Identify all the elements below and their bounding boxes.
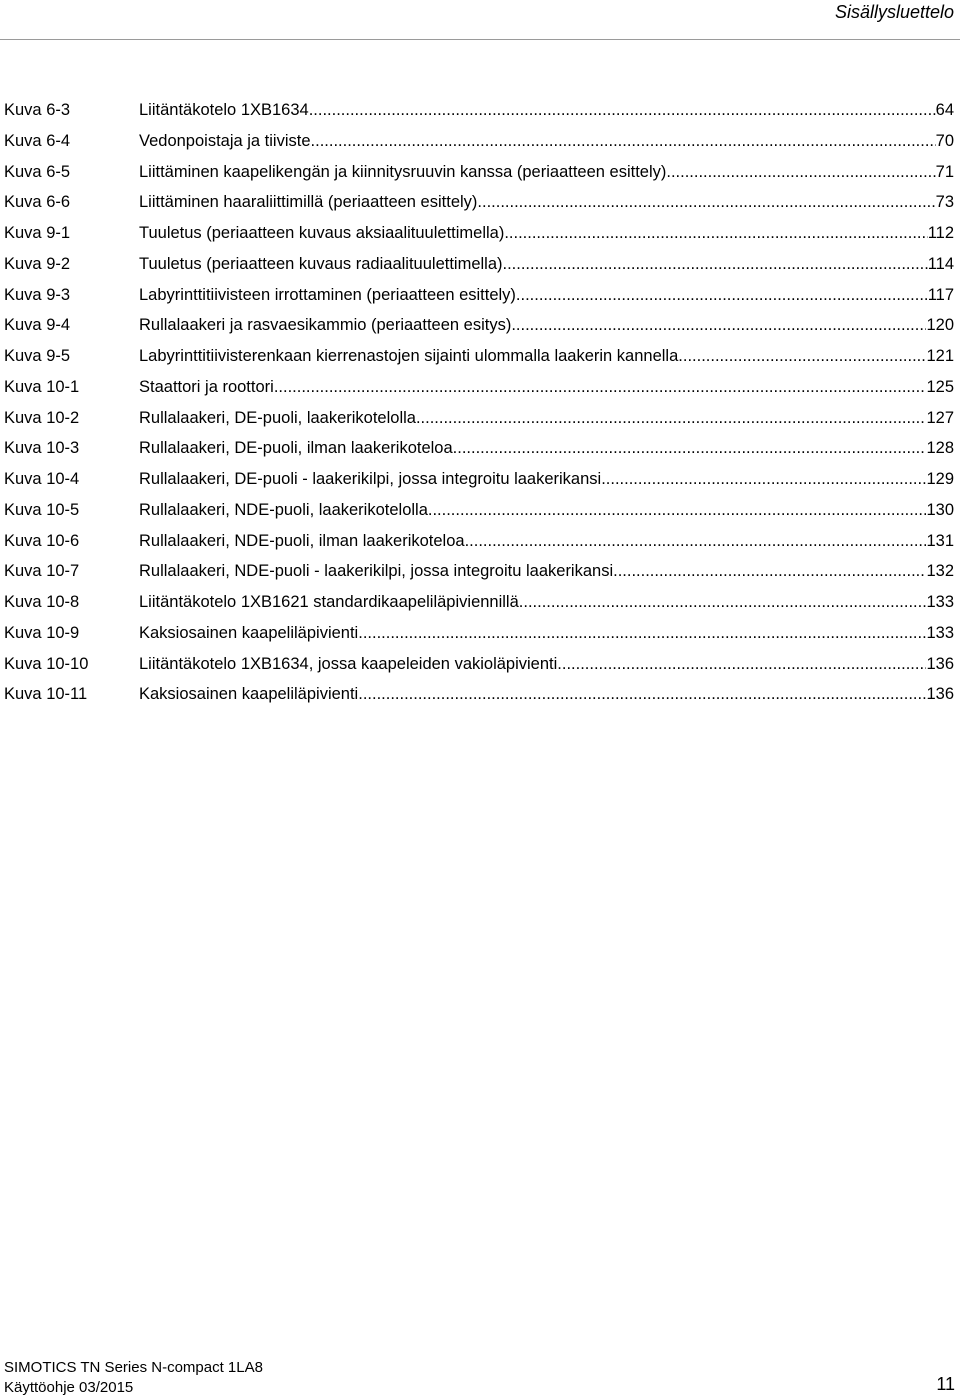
toc-entry-title: Liitäntäkotelo 1XB1634 [139,101,309,119]
table-of-figures [4,101,954,716]
page-header-title: Sisällysluettelo [834,2,954,22]
toc-dot-leader [504,224,927,243]
toc-dot-leader [358,685,926,704]
toc-entry-page: 132 [926,562,954,581]
toc-entry-title: Tuuletus (periaatteen kuvaus radiaalituulettimella) [139,254,503,273]
toc-entry-page: 71 [935,162,954,181]
toc-dot-leader [453,439,927,458]
toc-entry[interactable] [4,132,954,163]
toc-entry-title-line [139,624,954,643]
toc-entry-label: Kuva 6-3 [4,101,71,119]
toc-dot-leader [613,562,926,581]
toc-entry-label: Kuva 9-3 [4,285,71,304]
toc-dot-leader [601,470,926,489]
toc-dot-leader [465,532,927,551]
toc-entry-page: 125 [926,377,954,396]
toc-entry[interactable] [4,409,954,440]
toc-dot-leader [358,624,926,643]
toc-entry-title-line [139,439,954,458]
toc-entry[interactable] [4,685,954,716]
toc-entry-title: Liittäminen haaraliittimillä (periaatteen esittely) [139,193,478,212]
toc-entry-label: Kuva 9-2 [4,254,71,273]
toc-entry-title-line [139,224,954,243]
toc-entry-title: Labyrinttitiivisterenkaan kierrenastojen sijainti ulommalla laakerin kannella [139,347,679,365]
toc-dot-leader [511,316,926,335]
toc-entry-label: Kuva 10-4 [4,470,80,488]
toc-entry-page: 112 [927,224,954,242]
toc-dot-leader [274,378,927,397]
toc-entry-label: Kuva 10-10 [4,654,89,673]
toc-entry-label: Kuva 10-5 [4,500,80,519]
toc-entry-title-line [139,593,954,612]
toc-dot-leader [309,101,936,120]
toc-entry-label: Kuva 9-1 [4,224,71,242]
toc-entry-title: Tuuletus (periaatteen kuvaus aksiaalituulettimella) [139,224,505,242]
toc-entry[interactable] [4,532,954,563]
toc-entry-title: Staattori ja roottori [139,377,274,396]
toc-entry-title: Vedonpoistaja ja tiiviste [139,131,311,150]
toc-entry[interactable] [4,655,954,686]
toc-dot-leader [516,286,928,305]
toc-entry-label: Kuva 10-9 [4,623,80,642]
toc-entry[interactable] [4,470,954,501]
toc-entry[interactable] [4,316,954,347]
page-footer [4,1358,263,1398]
toc-entry-page: 131 [926,531,954,550]
toc-entry-label: Kuva 10-8 [4,593,80,611]
toc-dot-leader [557,655,926,674]
toc-dot-leader [311,132,936,151]
toc-entry[interactable] [4,224,954,255]
toc-entry-page: 133 [926,623,954,642]
toc-entry-title: Rullalaakeri, NDE-puoli, ilman laakerikoteloa [139,531,465,550]
footer-manual: Käyttöohje 03/2015 [4,1379,134,1396]
toc-entry-page: 117 [927,285,954,304]
toc-entry-page: 70 [935,131,954,150]
toc-entry[interactable] [4,255,954,286]
toc-entry-page: 121 [926,347,954,365]
toc-entry-page: 130 [926,500,954,519]
toc-entry-title-line [139,378,954,397]
toc-entry-page: 136 [926,685,954,704]
toc-dot-leader [503,255,928,274]
toc-entry[interactable] [4,562,954,593]
toc-entry-label: Kuva 6-4 [4,131,71,150]
toc-entry-title-line [139,163,954,182]
toc-entry-title: Rullalaakeri, DE-puoli, laakerikotelolla [139,408,416,427]
toc-entry[interactable] [4,378,954,409]
toc-entry-label: Kuva 9-5 [4,347,71,365]
toc-entry-title: Rullalaakeri, NDE-puoli - laakerikilpi, jossa integroitu laakerikansi [139,562,614,581]
toc-entry-title-line [139,501,954,520]
toc-entry-label: Kuva 10-1 [4,377,80,396]
toc-entry-title-line [139,685,954,704]
toc-entry-title: Labyrinttitiivisteen irrottaminen (periaatteen esittely) [139,285,516,304]
toc-dot-leader [678,347,926,366]
toc-dot-leader [416,409,927,428]
toc-entry-title: Liittäminen kaapelikengän ja kiinnitysruuvin kanssa (periaatteen esittely) [139,162,667,181]
toc-entry-page: 64 [935,101,954,119]
toc-entry-title-line [139,101,954,120]
toc-entry[interactable] [4,624,954,655]
toc-entry-title-line [139,286,954,305]
toc-entry[interactable] [4,163,954,194]
toc-entry-title-line [139,347,954,366]
toc-entry-title: Rullalaakeri, DE-puoli, ilman laakerikoteloa [139,439,453,458]
toc-entry-title-line [139,193,954,212]
toc-dot-leader [519,593,927,612]
toc-entry[interactable] [4,193,954,224]
toc-entry-label: Kuva 6-5 [4,162,71,181]
toc-entry-page: 129 [926,470,954,488]
toc-entry-label: Kuva 9-4 [4,316,71,335]
toc-entry-page: 73 [935,193,954,212]
toc-entry-title-line [139,562,954,581]
toc-entry-label: Kuva 10-3 [4,439,80,458]
toc-entry-label: Kuva 10-7 [4,562,80,581]
toc-entry[interactable] [4,286,954,317]
toc-entry-page: 128 [926,439,954,458]
footer-product: SIMOTICS TN Series N-compact 1LA8 [4,1359,263,1376]
toc-entry-title-line [139,409,954,428]
toc-dot-leader [477,193,935,212]
toc-dot-leader [428,501,927,520]
toc-entry-title: Rullalaakeri ja rasvaesikammio (periaatteen esitys) [139,316,512,335]
toc-entry-page: 120 [926,316,954,335]
header-divider [0,39,960,40]
toc-entry-title-line [139,470,954,489]
toc-entry-label: Kuva 10-2 [4,408,80,427]
toc-entry[interactable] [4,593,954,624]
toc-entry[interactable] [4,439,954,470]
toc-entry-page: 127 [926,408,954,427]
toc-entry-title: Liitäntäkotelo 1XB1621 standardikaapeliläpiviennillä [139,593,519,611]
toc-entry-title-line [139,255,954,274]
toc-entry[interactable] [4,101,954,132]
footer-page-number: 11 [936,1374,955,1394]
toc-entry-title: Rullalaakeri, NDE-puoli, laakerikotelolla [139,500,428,519]
toc-entry-page: 133 [926,593,954,611]
toc-entry-label: Kuva 6-6 [4,193,71,212]
toc-entry-title-line [139,132,954,151]
toc-entry-title: Kaksiosainen kaapeliläpivienti [139,623,359,642]
toc-entry[interactable] [4,501,954,532]
toc-entry-page: 114 [927,254,954,273]
toc-entry-page: 136 [926,654,954,673]
toc-entry-title-line [139,655,954,674]
toc-entry[interactable] [4,347,954,378]
toc-entry-title-line [139,316,954,335]
toc-dot-leader [666,163,935,182]
toc-entry-title-line [139,532,954,551]
toc-entry-label: Kuva 10-6 [4,531,80,550]
toc-entry-title: Rullalaakeri, DE-puoli - laakerikilpi, jossa integroitu laakerikansi [139,470,602,488]
toc-entry-title: Liitäntäkotelo 1XB1634, jossa kaapeleiden vakioläpivienti [139,654,558,673]
toc-entry-title: Kaksiosainen kaapeliläpivienti [139,685,359,704]
toc-entry-label: Kuva 10-11 [4,685,88,704]
